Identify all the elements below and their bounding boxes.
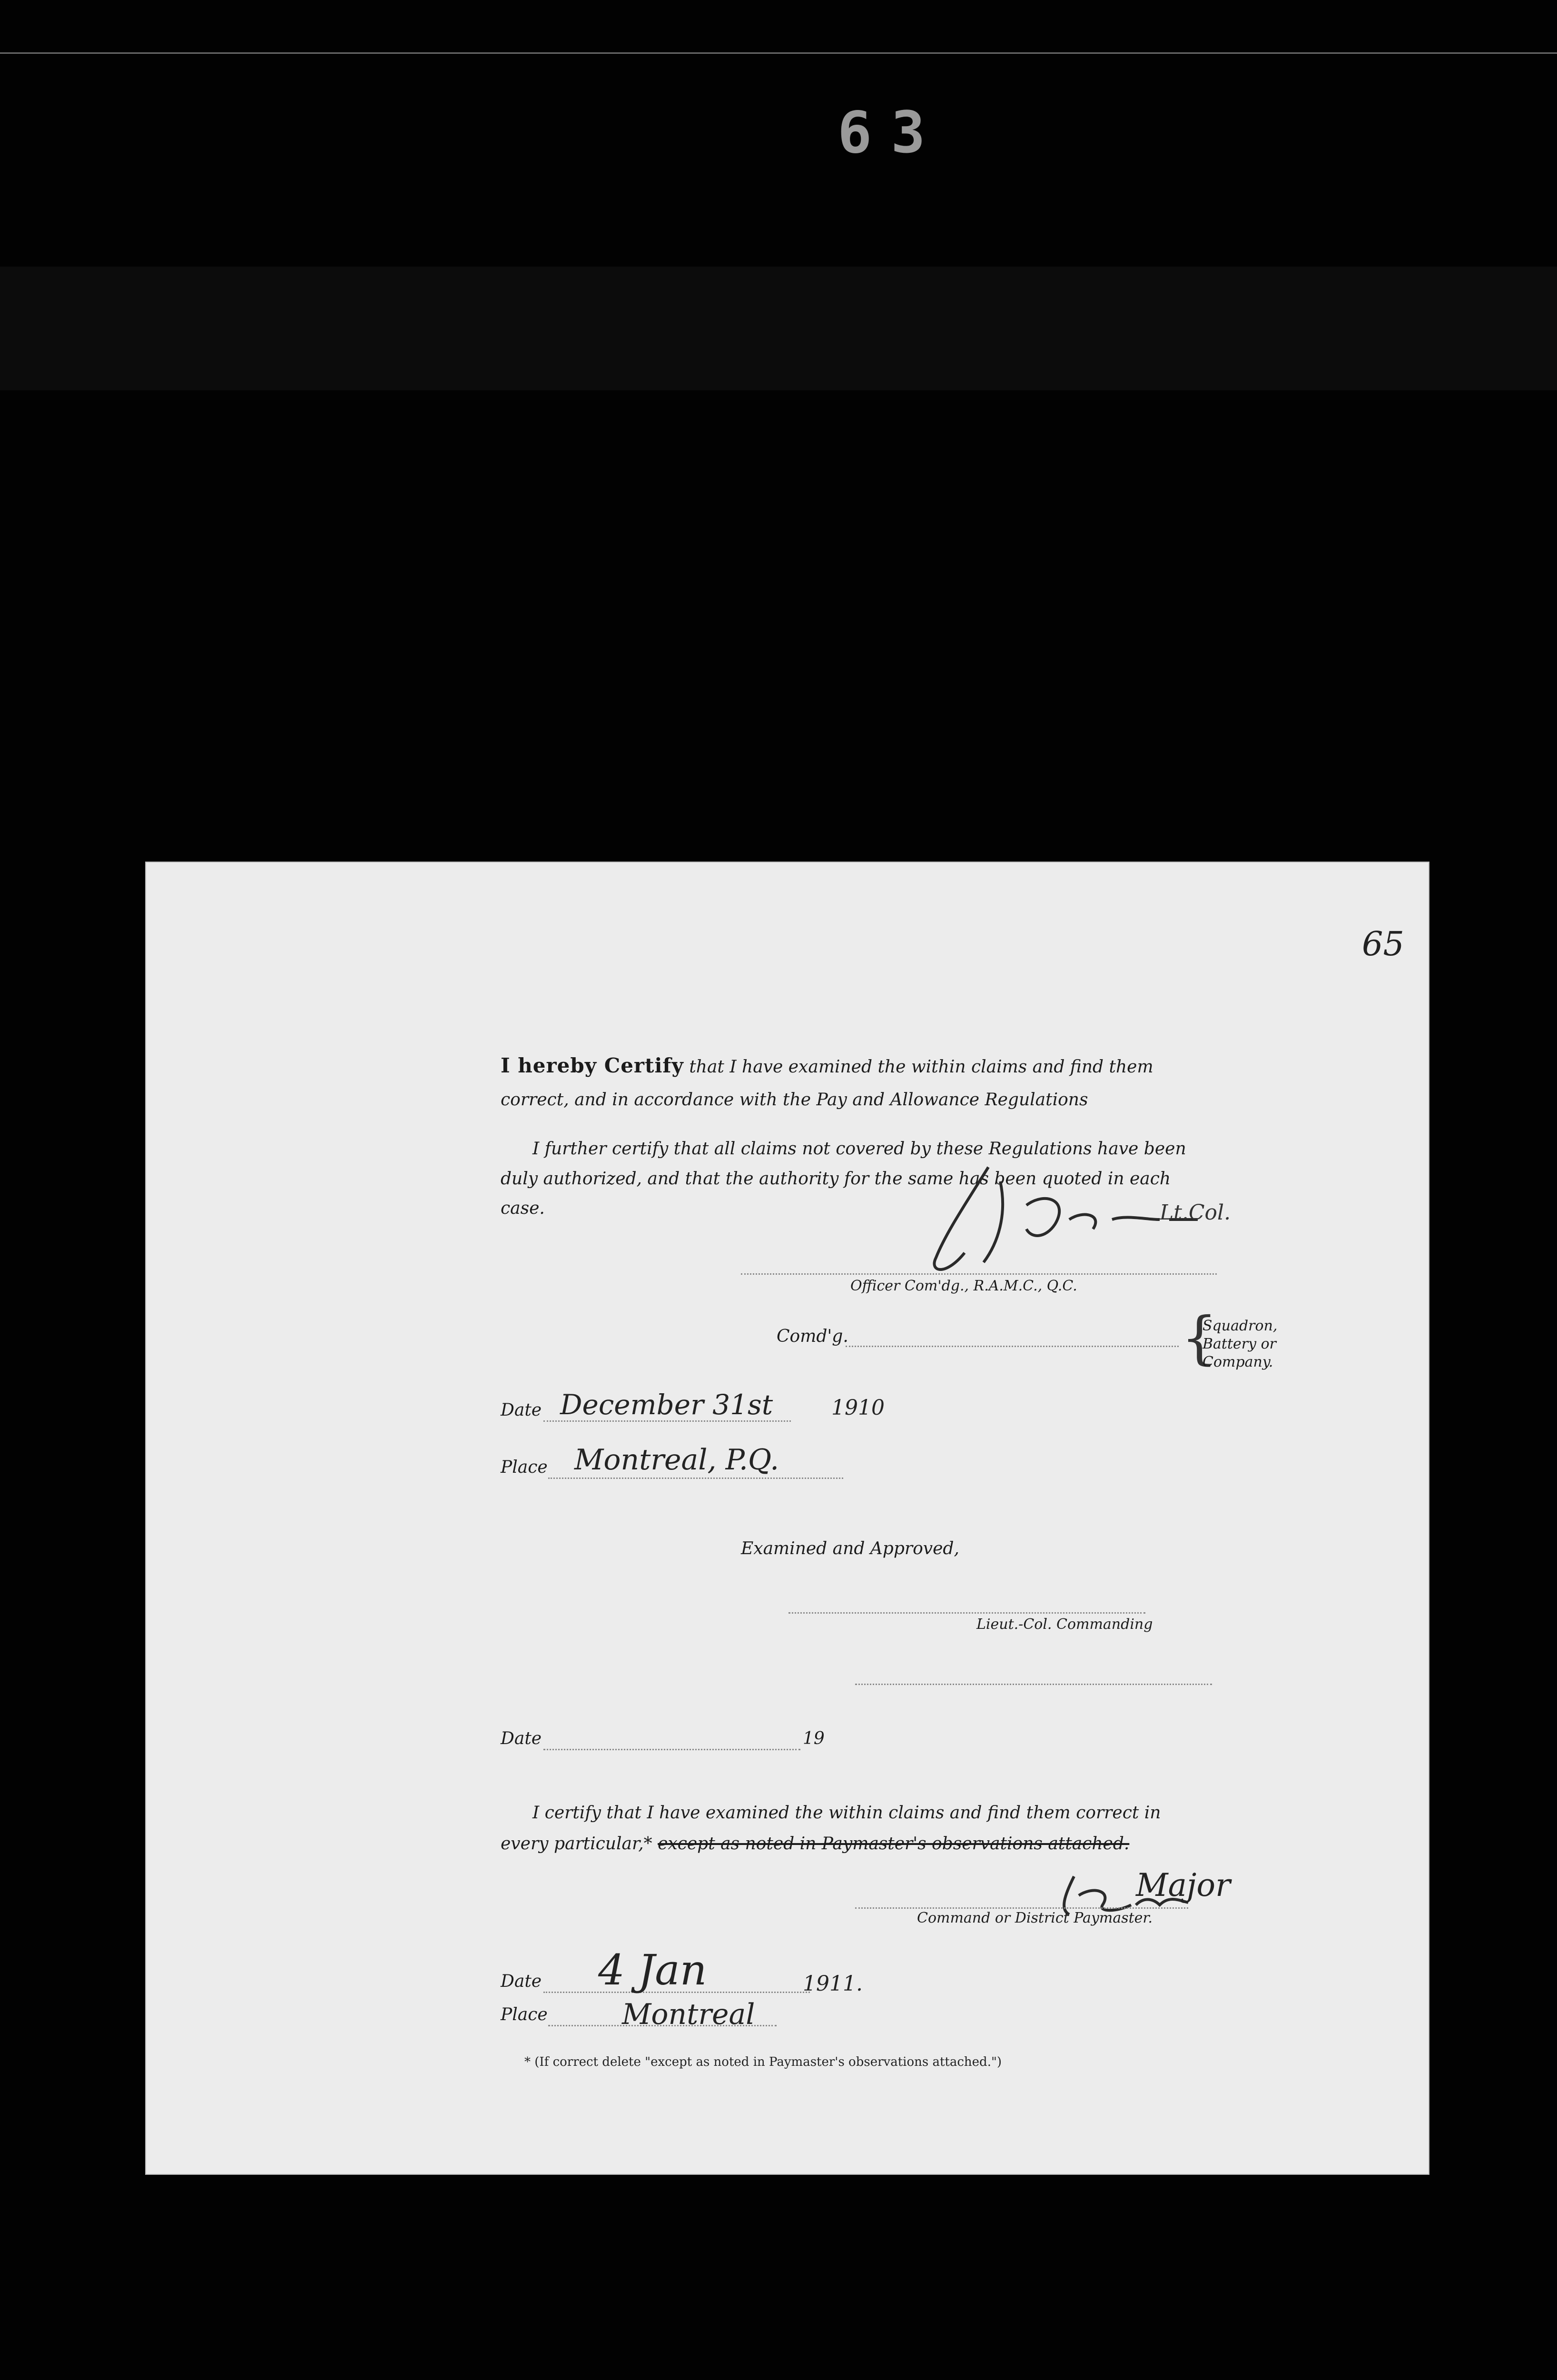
further-certify-line-3: case. bbox=[501, 1199, 545, 1218]
film-top-edge bbox=[0, 52, 1557, 54]
further-certify-line-1: I further certify that all claims not covered by these Regulations have been bbox=[532, 1139, 1186, 1159]
footnote: * (If correct delete "except as noted in Paymaster's observations attached.") bbox=[524, 2055, 1002, 2069]
squadron-brace: { bbox=[1181, 1305, 1218, 1371]
paymaster-caption: Command or District Paymaster. bbox=[917, 1910, 1153, 1926]
lieut-col-caption: Lieut.-Col. Commanding bbox=[976, 1616, 1153, 1633]
examined-approved: Examined and Approved, bbox=[741, 1539, 959, 1558]
place-handwritten: Montreal, P.Q. bbox=[574, 1443, 779, 1477]
place3-label: Place bbox=[501, 2005, 548, 2024]
place-line bbox=[548, 1478, 843, 1479]
certify2-line-2-text: every particular,* bbox=[501, 1834, 652, 1854]
blank-line bbox=[855, 1684, 1212, 1685]
squadron-caption-line-3: Company. bbox=[1202, 1354, 1273, 1370]
frame-number: 63 bbox=[838, 100, 945, 166]
officer-signature bbox=[741, 1148, 1312, 1286]
date2-year-prefix: 19 bbox=[803, 1729, 825, 1748]
film-dark-band bbox=[0, 267, 1557, 390]
paymaster-signature-line bbox=[855, 1907, 1188, 1909]
comdg-label: Comd'g. bbox=[777, 1327, 848, 1346]
further-certify-line-2: duly authorized, and that the authority for the same has been quoted in each bbox=[501, 1169, 1171, 1189]
date3-label: Date bbox=[501, 1972, 542, 1991]
certify-line-1 bbox=[501, 1048, 1153, 1085]
certify2-line-1: I certify that I have examined the within claims and find them correct in bbox=[532, 1803, 1161, 1823]
place3-handwritten: Montreal bbox=[622, 1998, 755, 2031]
squadron-caption-line-2: Battery or bbox=[1202, 1336, 1277, 1352]
document-page bbox=[145, 862, 1429, 2175]
comdg-line bbox=[846, 1346, 1179, 1347]
paymaster-rank: Major bbox=[1136, 1867, 1231, 1904]
certify-line-2: correct, and in accordance with the Pay and Allowance Regulations bbox=[501, 1090, 1088, 1110]
certify-line-1-text: that I have examined the within claims and find them bbox=[683, 1057, 1153, 1077]
squadron-caption-line-1: Squadron, bbox=[1202, 1318, 1278, 1334]
certify2-line-2 bbox=[501, 1826, 1129, 1862]
certify-heading: I hereby Certify bbox=[501, 1054, 684, 1077]
date-year: 1910 bbox=[831, 1396, 885, 1420]
svg-text:Lt.Col.: Lt.Col. bbox=[1160, 1200, 1231, 1225]
date2-label: Date bbox=[501, 1729, 542, 1748]
officer-caption: Officer Com'dg., R.A.M.C., Q.C. bbox=[850, 1278, 1077, 1294]
date3-year: 1911. bbox=[803, 1972, 863, 1996]
certify2-struck-text: except as noted in Paymaster's observations attached. bbox=[658, 1834, 1130, 1854]
squadron-caption bbox=[1202, 1317, 1277, 1371]
date-handwritten: December 31st bbox=[560, 1388, 773, 1421]
place-label: Place bbox=[501, 1458, 548, 1477]
page-corner-number: 65 bbox=[1362, 924, 1405, 963]
date-label: Date bbox=[501, 1400, 542, 1420]
officer-signature-line bbox=[741, 1273, 1217, 1275]
lieut-col-signature-line bbox=[788, 1612, 1145, 1614]
date3-handwritten: 4 Jan bbox=[598, 1945, 707, 1994]
date2-line bbox=[543, 1749, 800, 1750]
